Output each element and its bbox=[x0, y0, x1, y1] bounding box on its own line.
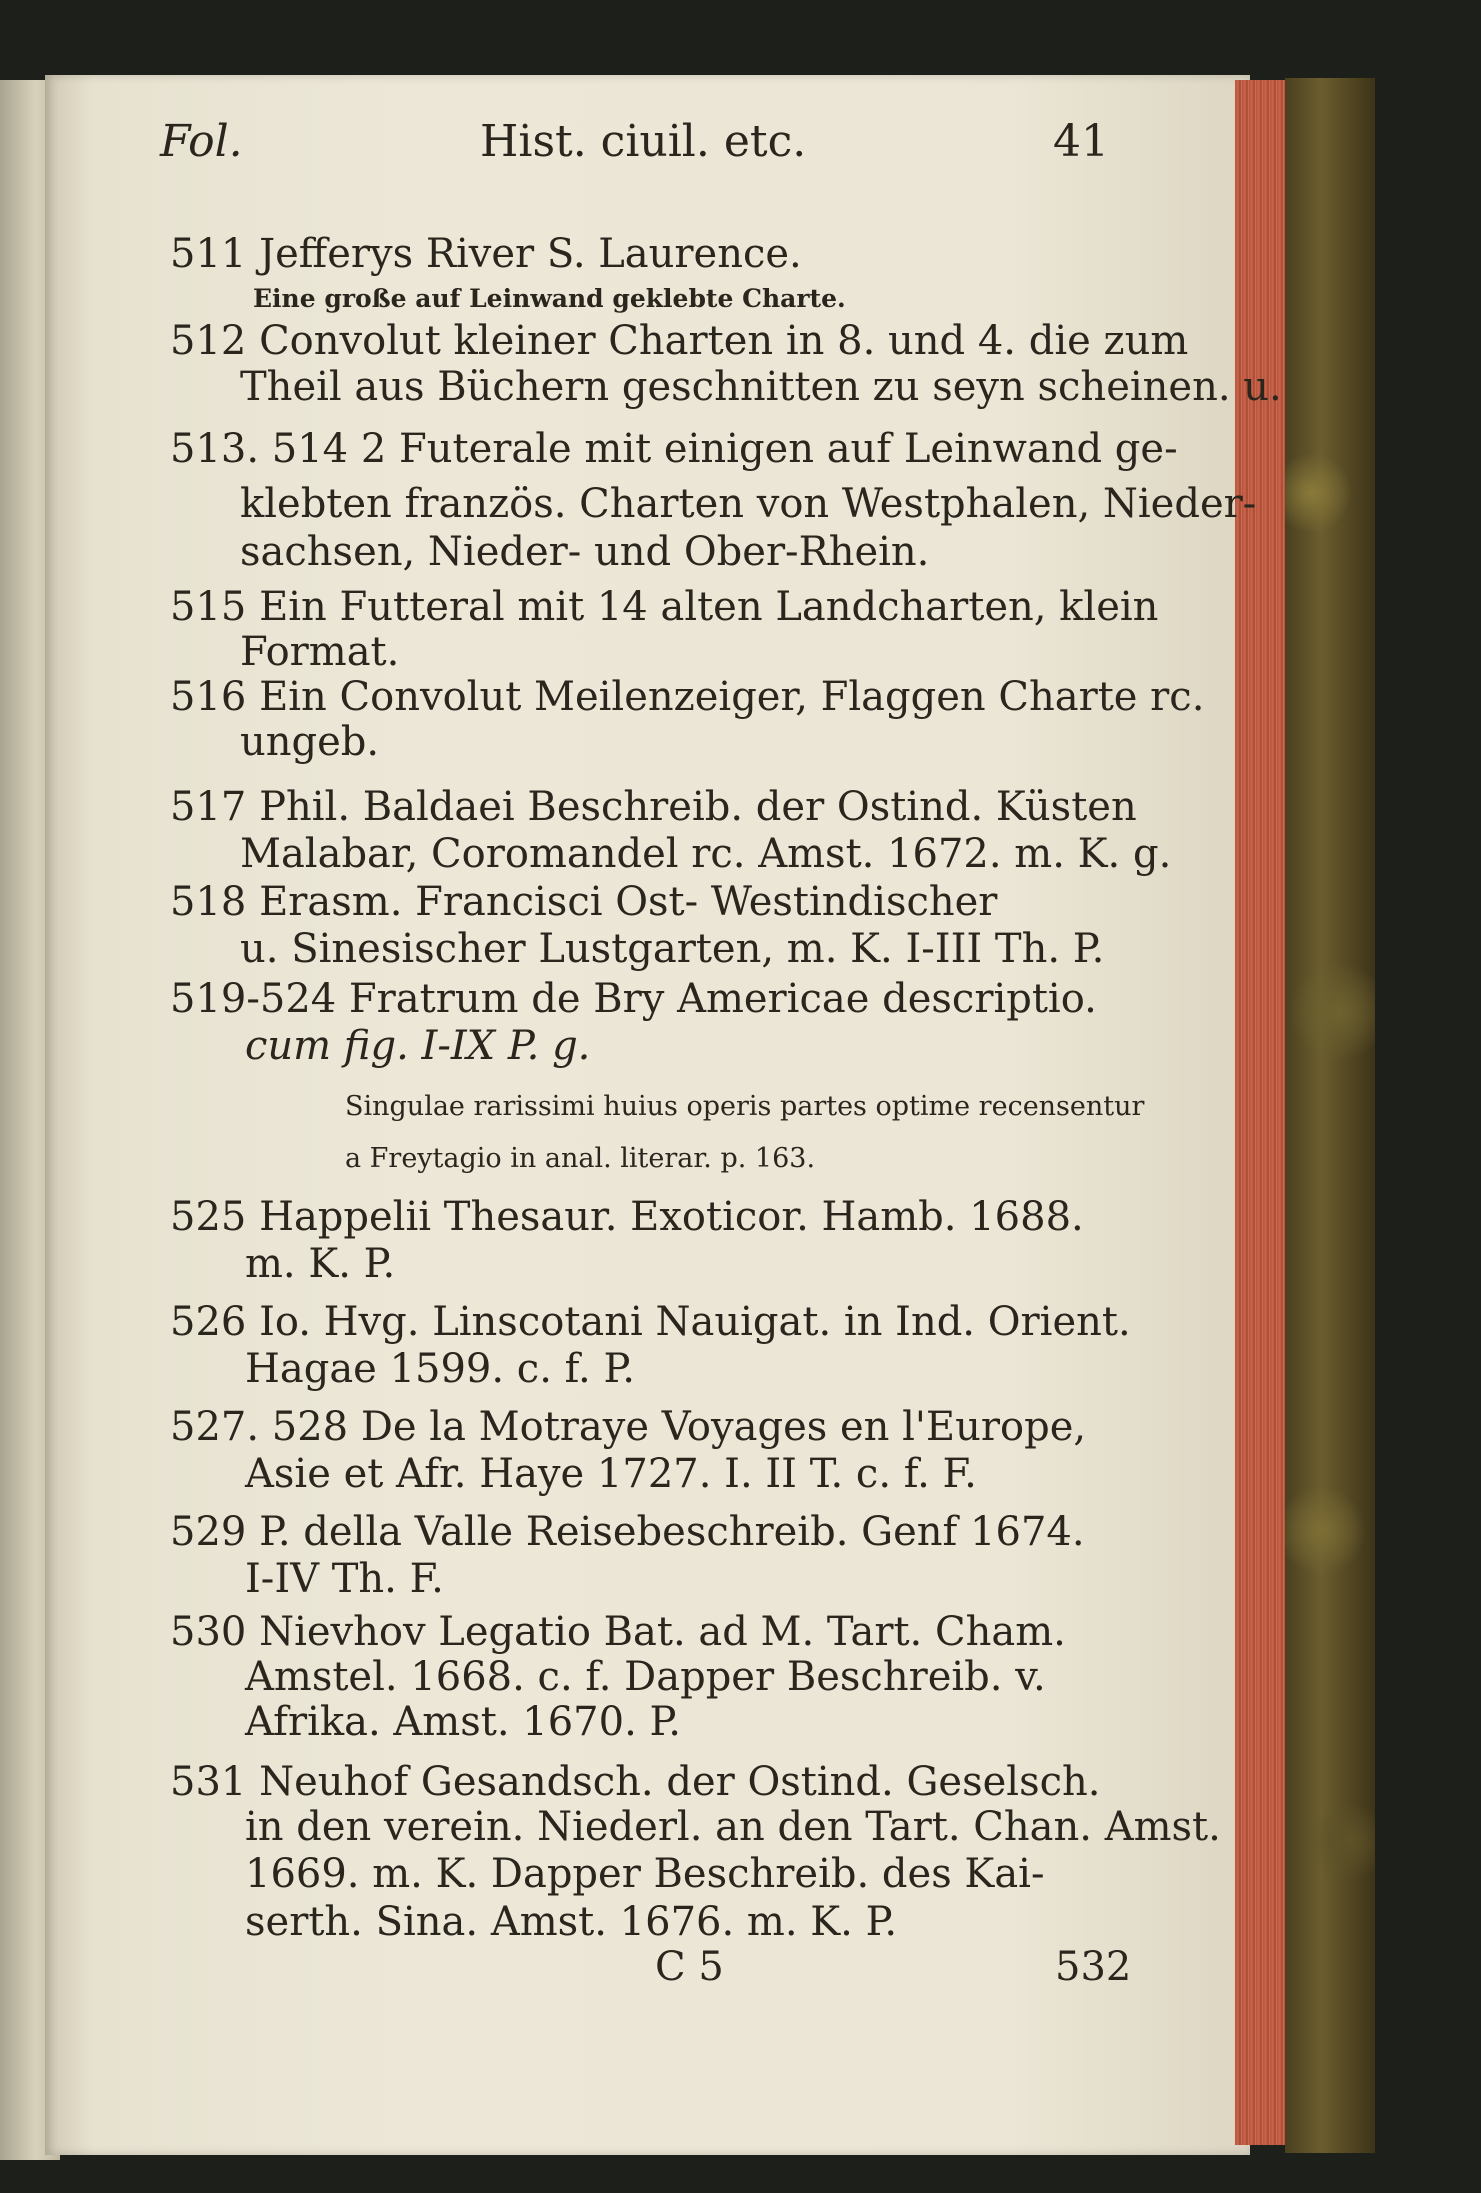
text-line: Amstel. 1668. c. f. Dapper Beschreib. v. bbox=[245, 1654, 1046, 1700]
text-line: 526 Io. Hvg. Linscotani Nauigat. in Ind. Orient. bbox=[170, 1299, 1131, 1345]
text-line: Theil aus Büchern geschnitten zu seyn scheinen. u. bbox=[240, 364, 1282, 410]
text-line: 512 Convolut kleiner Charten in 8. und 4. die zum bbox=[170, 318, 1189, 364]
text-line: serth. Sina. Amst. 1676. m. K. P. bbox=[245, 1899, 898, 1945]
text-line: Malabar, Coromandel rc. Amst. 1672. m. K. g. bbox=[240, 831, 1172, 877]
text-line: cum fig. I-IX P. g. bbox=[245, 1023, 591, 1069]
catchword: 532 bbox=[1055, 1944, 1132, 1990]
text-line: 530 Nievhov Legatio Bat. ad M. Tart. Cham. bbox=[170, 1609, 1066, 1655]
text-line: 517 Phil. Baldaei Beschreib. der Ostind. Küsten bbox=[170, 784, 1137, 830]
text-line: 527. 528 De la Motraye Voyages en l'Europe, bbox=[170, 1404, 1087, 1450]
text-line: m. K. P. bbox=[245, 1241, 396, 1287]
text-line: 513. 514 2 Futerale mit einigen auf Leinwand ge- bbox=[170, 426, 1178, 472]
text-line: u. Sinesischer Lustgarten, m. K. I-III Th. P. bbox=[240, 926, 1105, 972]
text-line: 1669. m. K. Dapper Beschreib. des Kai- bbox=[245, 1851, 1045, 1897]
text-line: 511 Jefferys River S. Laurence. bbox=[170, 231, 802, 277]
text-line: Afrika. Amst. 1670. P. bbox=[245, 1699, 682, 1745]
text-line: 518 Erasm. Francisci Ost- Westindischer bbox=[170, 879, 998, 925]
text-line: 525 Happelii Thesaur. Exoticor. Hamb. 1688. bbox=[170, 1194, 1084, 1240]
text-line: Eine große auf Leinwand geklebte Charte. bbox=[253, 284, 846, 313]
text-line: klebten französ. Charten von Westphalen, Nieder- bbox=[240, 481, 1257, 527]
text-line: Format. bbox=[240, 629, 400, 675]
text-line: 529 P. della Valle Reisebeschreib. Genf 1674. bbox=[170, 1509, 1085, 1555]
signature-mark: C 5 bbox=[655, 1944, 724, 1990]
page-number: 41 bbox=[1053, 116, 1109, 167]
text-line: Hagae 1599. c. f. P. bbox=[245, 1346, 635, 1392]
text-line: 516 Ein Convolut Meilenzeiger, Flaggen Charte rc. bbox=[170, 674, 1205, 720]
text-line: a Freytagio in anal. literar. p. 163. bbox=[345, 1143, 816, 1174]
text-line: in den verein. Niederl. an den Tart. Chan. Amst. bbox=[245, 1804, 1221, 1850]
text-line: sachsen, Nieder- und Ober-Rhein. bbox=[240, 529, 930, 575]
text-line: Asie et Afr. Haye 1727. I. II T. c. f. F. bbox=[245, 1451, 977, 1497]
running-title: Hist. ciuil. etc. bbox=[480, 116, 807, 167]
text-line: 531 Neuhof Gesandsch. der Ostind. Geselsch. bbox=[170, 1759, 1101, 1805]
text-line: Singulae rarissimi huius operis partes optime recensentur bbox=[345, 1091, 1145, 1122]
text-line: ungeb. bbox=[240, 719, 380, 765]
text-line: 515 Ein Futteral mit 14 alten Landcharten, klein bbox=[170, 584, 1159, 630]
header-left: Fol. bbox=[160, 116, 243, 167]
text-line: 519-524 Fratrum de Bry Americae descriptio. bbox=[170, 976, 1097, 1022]
text-line: I-IV Th. F. bbox=[245, 1556, 444, 1602]
